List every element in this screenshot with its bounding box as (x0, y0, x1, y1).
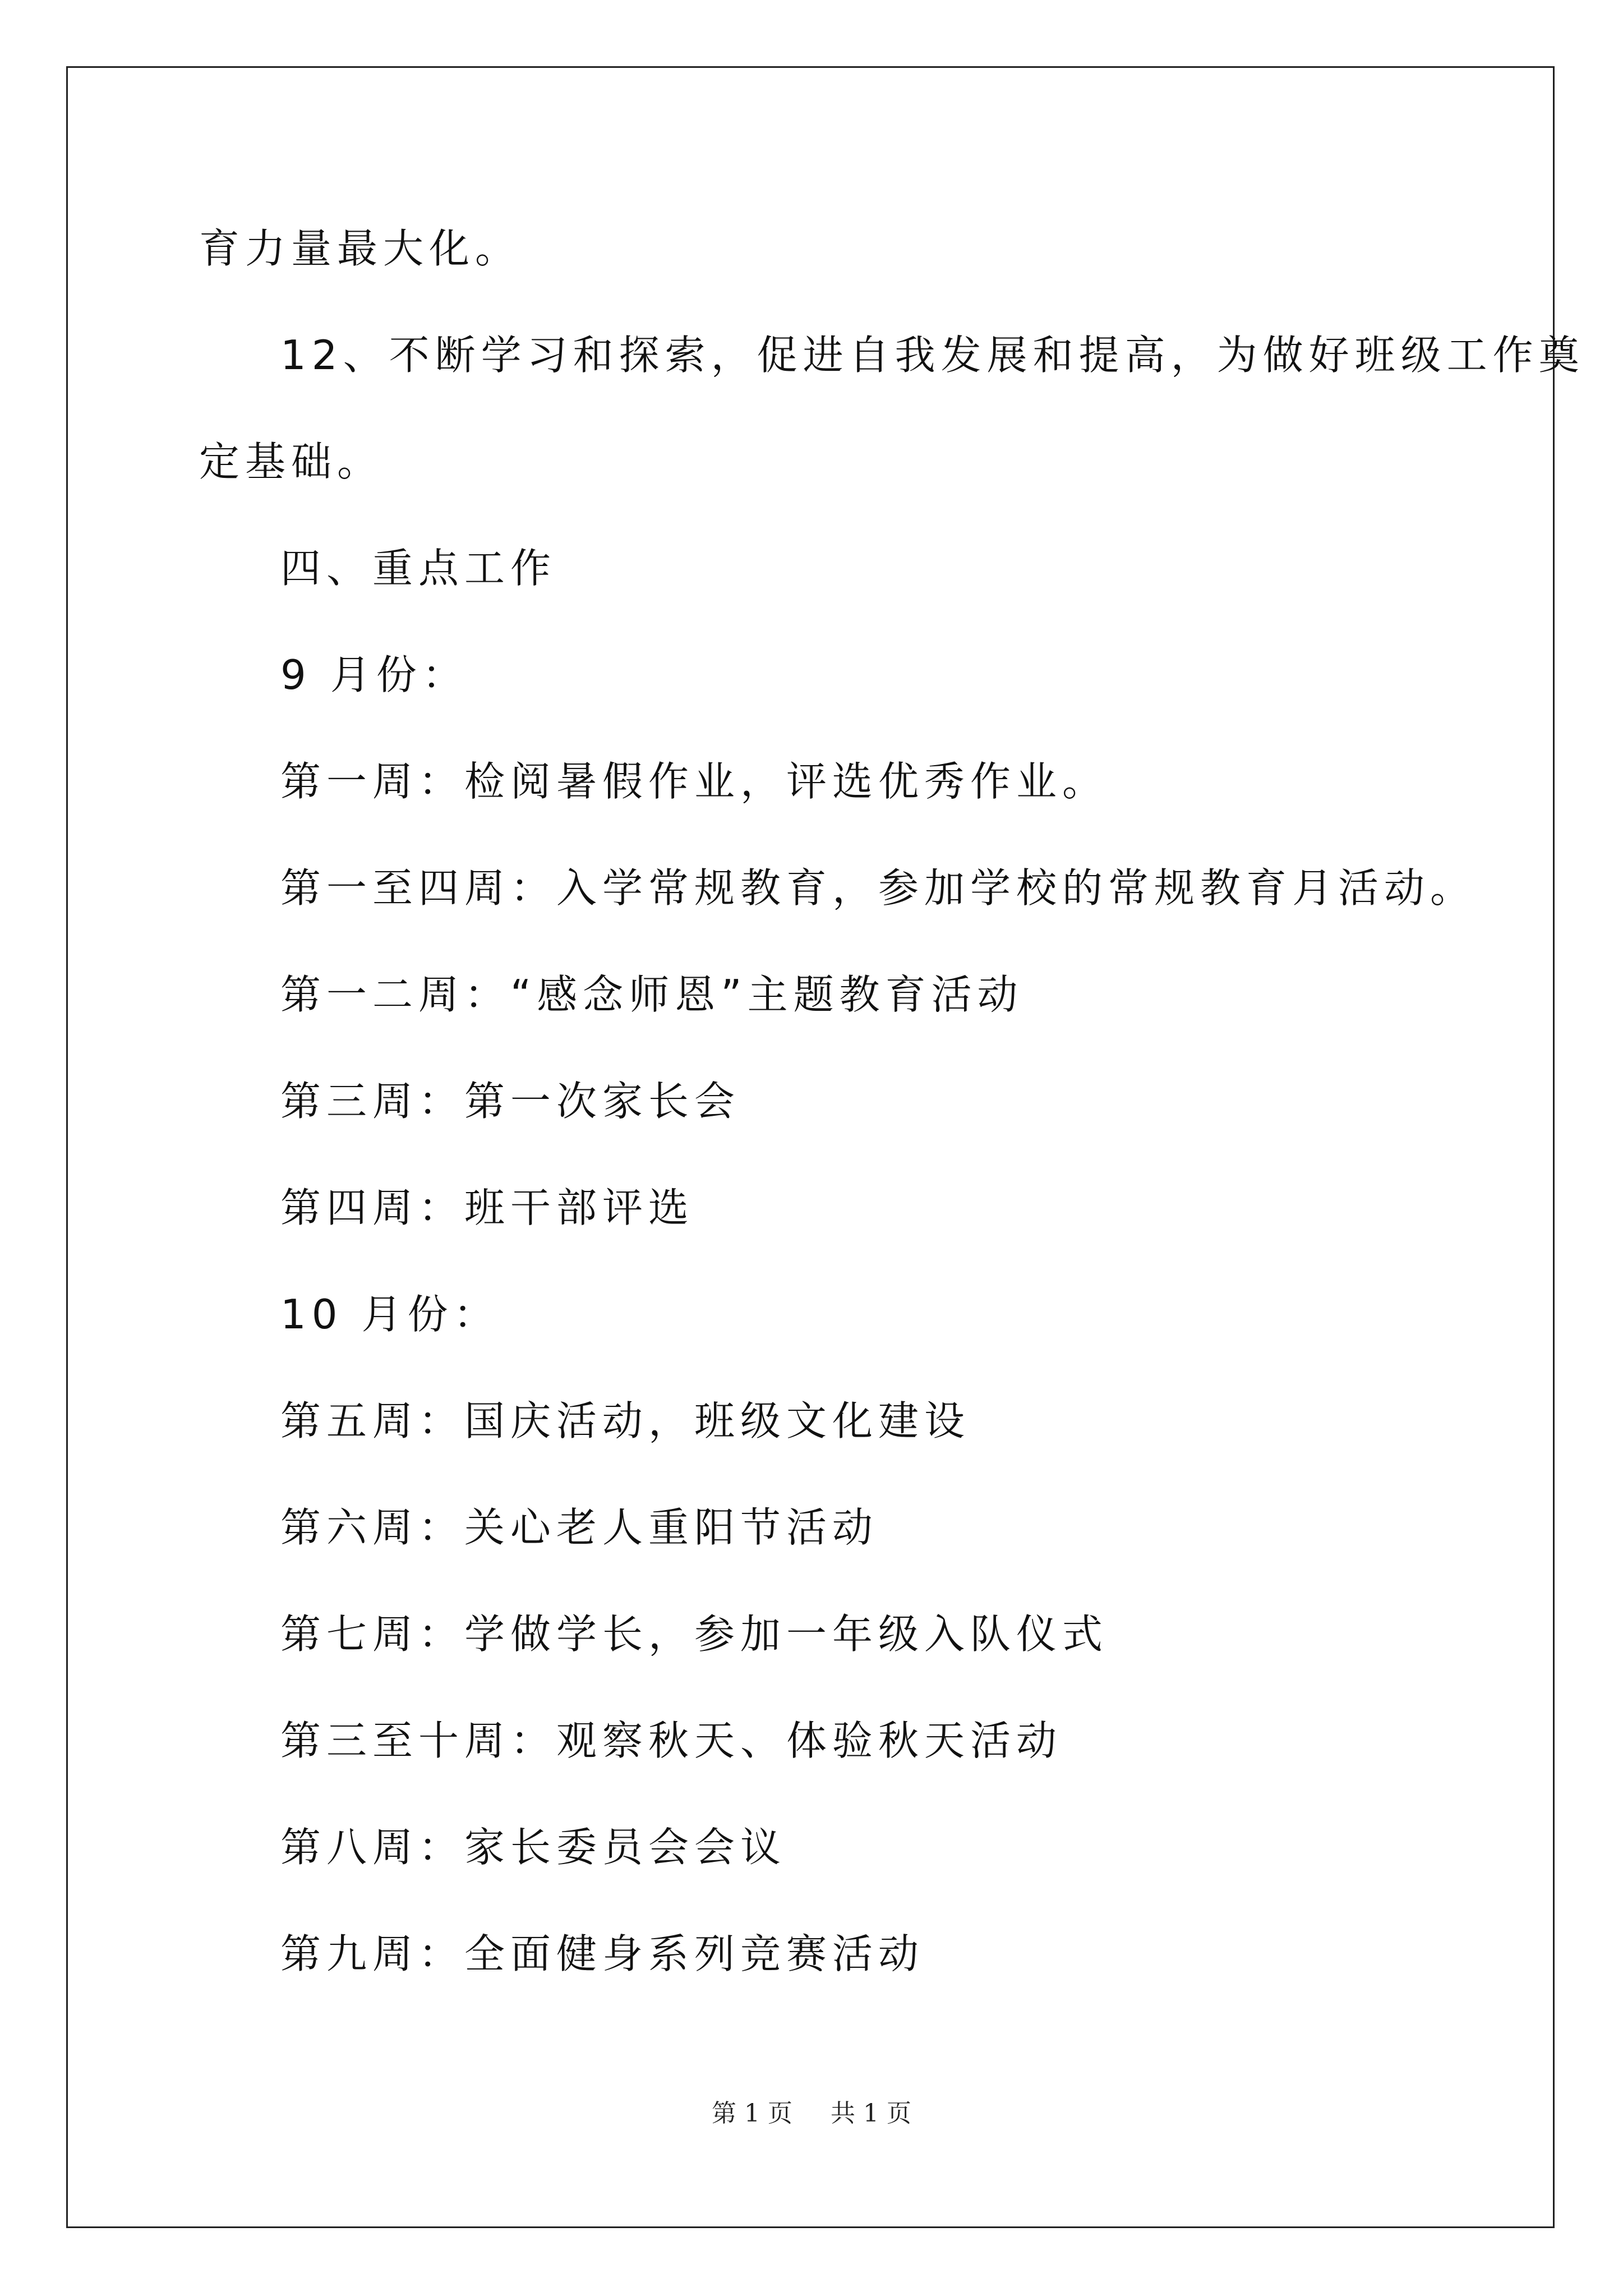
schedule-item: 第一周：检阅暑假作业，评选优秀作业。 (280, 758, 1109, 805)
page-border (66, 66, 1555, 2228)
schedule-item: 第六周：关心老人重阳节活动 (280, 1504, 879, 1551)
page-footer (0, 2098, 1623, 2129)
paragraph-item-12-continued: 定基础。 (199, 438, 384, 485)
section-heading: 四、重点工作 (280, 545, 557, 592)
month-heading-october: 10 月份： (280, 1291, 500, 1338)
schedule-item: 第九周：全面健身系列竞赛活动 (280, 1930, 925, 1977)
schedule-item: 第八周：家长委员会会议 (280, 1824, 787, 1871)
page-total: 共 1 页 (831, 2099, 911, 2128)
schedule-item: 第一二周：“感念师恩”主题教育活动 (280, 971, 1023, 1018)
schedule-item: 第四周：班干部评选 (280, 1184, 695, 1231)
schedule-item: 第三至十周：观察秋天、体验秋天活动 (280, 1717, 1063, 1764)
schedule-item: 第七周：学做学长，参加一年级入队仪式 (280, 1611, 1109, 1658)
month-heading-september: 9 月份： (280, 651, 468, 698)
schedule-item: 第一至四周：入学常规教育，参加学校的常规教育月活动。 (280, 864, 1477, 912)
schedule-item: 第五周：国庆活动，班级文化建设 (280, 1397, 971, 1444)
schedule-item: 第三周：第一次家长会 (280, 1078, 741, 1125)
paragraph-item-12: 12、不断学习和探索，促进自我发展和提高，为做好班级工作奠 (280, 332, 1585, 379)
page-number: 第 1 页 (712, 2099, 792, 2128)
paragraph-continuation: 育力量最大化。 (199, 225, 522, 272)
